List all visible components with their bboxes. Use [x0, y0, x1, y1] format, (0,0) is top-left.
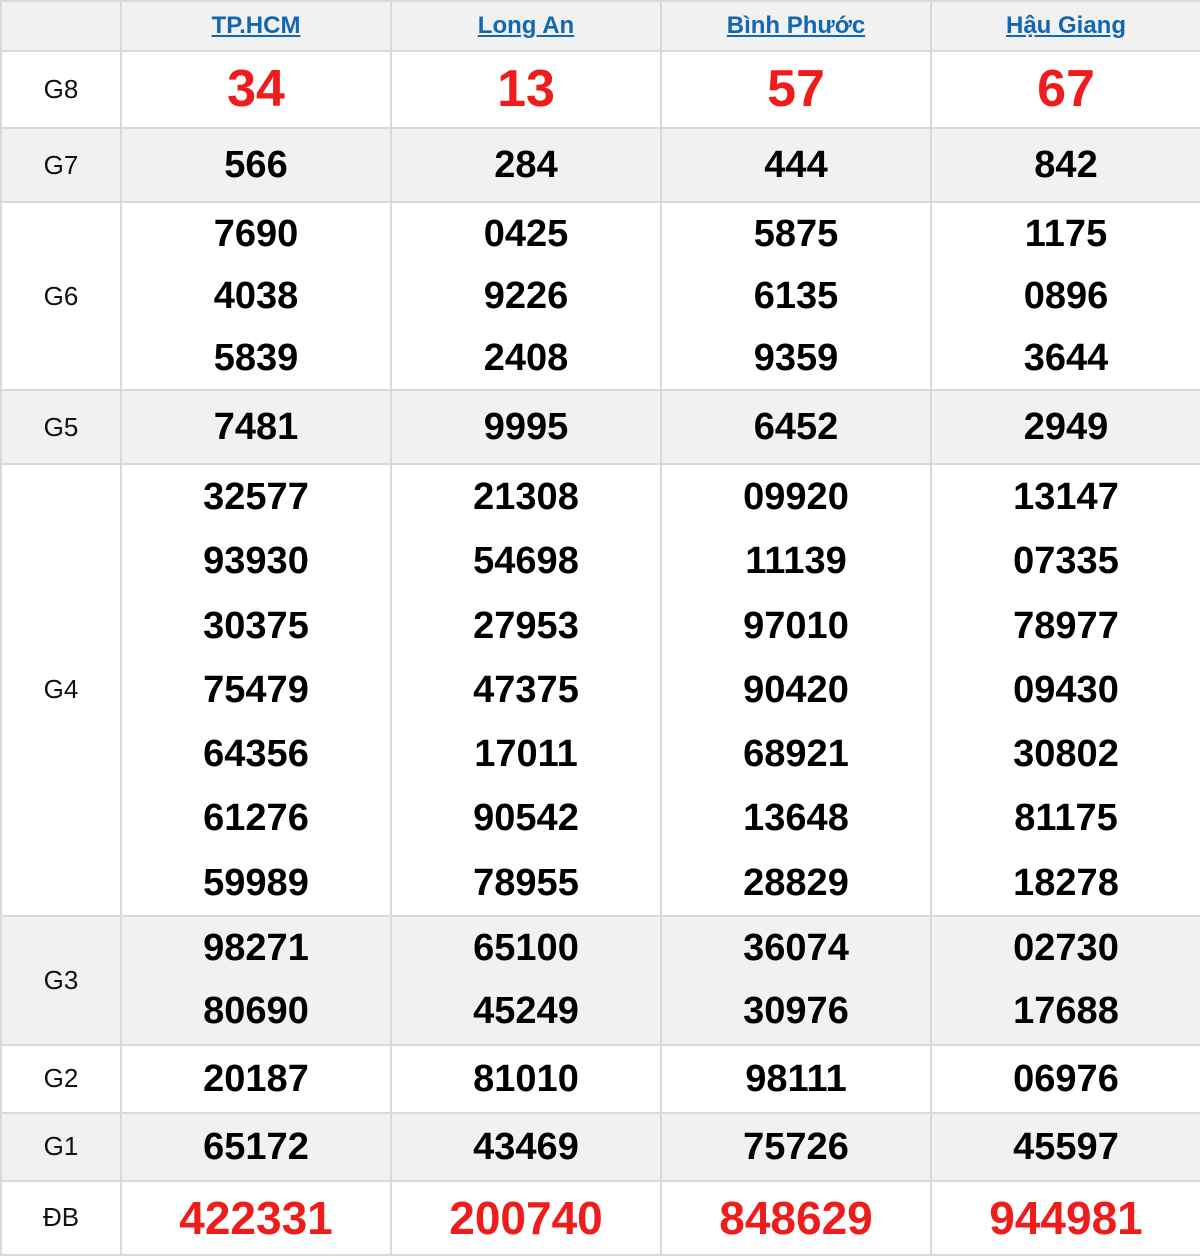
prize-number: 45249 — [473, 990, 579, 1033]
prize-cell — [391, 916, 661, 1045]
province-link[interactable]: Long An — [477, 12, 575, 39]
prize-number: 09430 — [1013, 668, 1119, 711]
prize-number: 17011 — [474, 733, 578, 776]
prize-cell — [931, 390, 1200, 464]
prize-number: 34 — [227, 60, 285, 118]
province-header-1 — [391, 1, 661, 51]
prize-number: 80690 — [203, 990, 309, 1033]
prize-number: 5875 — [753, 213, 839, 255]
prize-number: 06976 — [1013, 1057, 1119, 1100]
prize-cell — [661, 464, 931, 916]
prize-label: G5 — [1, 390, 121, 464]
prize-number: 90420 — [743, 668, 849, 711]
prize-cell — [391, 128, 661, 202]
prize-number: 6452 — [753, 406, 839, 448]
prize-cell — [661, 202, 931, 390]
prize-number: 32577 — [203, 476, 309, 518]
province-link[interactable]: Bình Phước — [726, 12, 866, 39]
prize-number: 3644 — [1023, 337, 1109, 379]
prize-number: 13147 — [1013, 476, 1119, 518]
prize-cell — [931, 1045, 1200, 1113]
prize-number: 81010 — [473, 1057, 579, 1100]
prize-row-G6 — [1, 202, 1200, 390]
prize-number: 36074 — [743, 926, 849, 969]
prize-cell — [931, 916, 1200, 1045]
prize-number: 13 — [497, 60, 555, 118]
prize-number: 422331 — [179, 1191, 333, 1244]
prize-cell — [661, 1181, 931, 1255]
prize-row-G2 — [1, 1045, 1200, 1113]
prize-cell — [391, 1045, 661, 1113]
prize-number: 284 — [494, 144, 558, 186]
prize-number: 5839 — [213, 337, 299, 379]
prize-number: 30375 — [203, 604, 309, 647]
prize-cell — [661, 916, 931, 1045]
prize-row-G1 — [1, 1113, 1200, 1181]
prize-cell — [661, 390, 931, 464]
prize-number: 4038 — [213, 275, 299, 317]
prize-number: 98111 — [745, 1057, 847, 1100]
prize-row-G7 — [1, 128, 1200, 202]
prize-number: 64356 — [203, 733, 309, 776]
prize-cell — [661, 51, 931, 128]
prize-number: 7481 — [213, 406, 299, 448]
prize-number: 0425 — [483, 213, 569, 255]
province-header-3 — [931, 1, 1200, 51]
prize-number: 0896 — [1023, 275, 1109, 317]
prize-cell — [121, 390, 391, 464]
prize-number: 59989 — [203, 861, 309, 904]
prize-number: 78977 — [1013, 604, 1119, 647]
prize-number: 27953 — [473, 604, 579, 647]
prize-number: 17688 — [1013, 990, 1119, 1033]
prize-number: 65172 — [203, 1125, 309, 1168]
prize-number: 07335 — [1013, 540, 1119, 583]
prize-number: 61276 — [203, 797, 309, 840]
prize-cell — [121, 1113, 391, 1181]
prize-number: 566 — [224, 144, 288, 186]
prize-cell — [931, 51, 1200, 128]
province-link[interactable]: TP.HCM — [211, 12, 301, 39]
prize-cell — [931, 128, 1200, 202]
prize-number: 93930 — [203, 540, 309, 583]
province-link[interactable]: Hậu Giang — [1005, 12, 1126, 39]
prize-number: 28829 — [743, 861, 849, 904]
prize-label: G8 — [1, 51, 121, 128]
prize-cell — [661, 1045, 931, 1113]
prize-number: 09920 — [743, 476, 849, 518]
prize-number: 9995 — [483, 406, 569, 448]
prize-number: 842 — [1034, 144, 1098, 186]
prize-number: 2408 — [483, 337, 569, 379]
prize-row-G8 — [1, 51, 1200, 128]
prize-number: 47375 — [473, 668, 579, 711]
prize-number: 67 — [1037, 60, 1095, 118]
prize-label: ĐB — [1, 1181, 121, 1255]
prize-cell — [121, 464, 391, 916]
prize-number: 20187 — [203, 1057, 309, 1100]
prize-number: 21308 — [473, 476, 579, 518]
prize-cell — [391, 1113, 661, 1181]
prize-number: 98271 — [203, 926, 309, 969]
prize-label: G1 — [1, 1113, 121, 1181]
prize-number: 02730 — [1013, 926, 1119, 969]
prize-number: 78955 — [473, 861, 579, 904]
prize-number: 75479 — [203, 668, 309, 711]
prize-number: 11139 — [745, 540, 847, 583]
prize-cell — [661, 128, 931, 202]
corner-cell — [1, 1, 121, 51]
prize-label: G3 — [1, 916, 121, 1045]
prize-number: 90542 — [473, 797, 579, 840]
prize-cell — [121, 128, 391, 202]
prize-row-ĐB — [1, 1181, 1200, 1255]
prize-cell — [391, 390, 661, 464]
prize-number: 444 — [764, 144, 828, 186]
prize-number: 13648 — [743, 797, 849, 840]
prize-number: 848629 — [719, 1191, 873, 1244]
prize-cell — [121, 1045, 391, 1113]
prize-label: G2 — [1, 1045, 121, 1113]
prize-number: 75726 — [743, 1125, 849, 1168]
prize-cell — [931, 1113, 1200, 1181]
province-header-0 — [121, 1, 391, 51]
prize-cell — [391, 202, 661, 390]
prize-number: 65100 — [473, 926, 579, 969]
prize-cell — [391, 51, 661, 128]
prize-cell — [661, 1113, 931, 1181]
prize-number: 54698 — [473, 540, 579, 583]
prize-number: 97010 — [743, 604, 849, 647]
province-header-row — [1, 1, 1200, 51]
prize-number: 81175 — [1014, 797, 1118, 840]
prize-cell — [931, 1181, 1200, 1255]
prize-number: 7690 — [213, 213, 299, 255]
prize-cell — [121, 202, 391, 390]
prize-number: 30976 — [743, 990, 849, 1033]
prize-number: 9226 — [483, 275, 569, 317]
prize-row-G4 — [1, 464, 1200, 916]
prize-label: G6 — [1, 202, 121, 390]
prize-row-G5 — [1, 390, 1200, 464]
prize-number: 18278 — [1013, 861, 1119, 904]
prize-number: 45597 — [1013, 1125, 1119, 1168]
prize-number: 944981 — [989, 1191, 1143, 1244]
prize-label: G4 — [1, 464, 121, 916]
prize-row-G3 — [1, 916, 1200, 1045]
prize-cell — [391, 464, 661, 916]
prize-number: 57 — [767, 60, 825, 118]
prize-cell — [121, 51, 391, 128]
prize-number: 1175 — [1024, 213, 1108, 255]
prize-number: 200740 — [449, 1191, 603, 1244]
prize-number: 43469 — [473, 1125, 579, 1168]
province-header-2 — [661, 1, 931, 51]
prize-number: 30802 — [1013, 733, 1119, 776]
prize-cell — [121, 916, 391, 1045]
prize-number: 68921 — [743, 733, 849, 776]
prize-number: 9359 — [753, 337, 839, 379]
prize-label: G7 — [1, 128, 121, 202]
prize-cell — [391, 1181, 661, 1255]
prize-cell — [931, 464, 1200, 916]
prize-cell — [931, 202, 1200, 390]
prize-number: 6135 — [753, 275, 839, 317]
prize-number: 2949 — [1023, 406, 1109, 448]
prize-cell — [121, 1181, 391, 1255]
